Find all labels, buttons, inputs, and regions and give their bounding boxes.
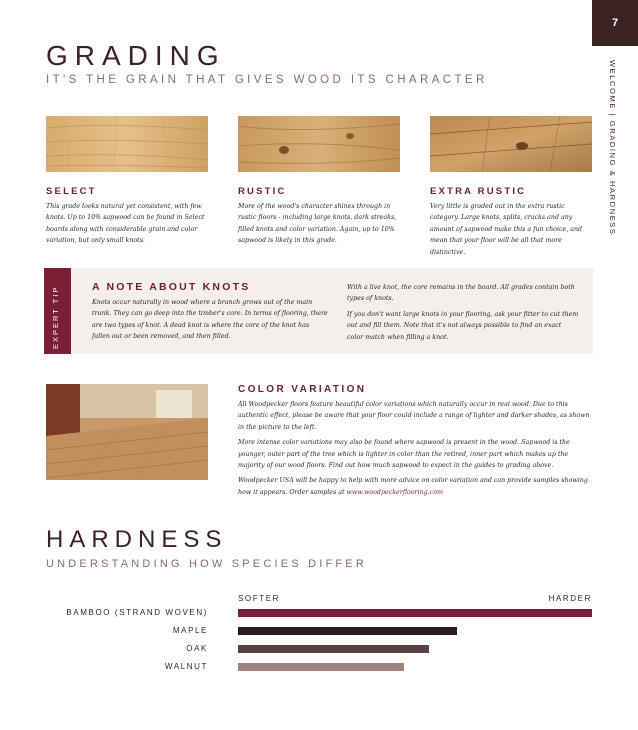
color-variation-photo	[46, 384, 208, 480]
select-grade-title: SELECT	[46, 186, 97, 197]
extra-rustic-grade-text: Very little is graded out in the extra rustic category. Large knots, splits, cracks and any amount of sapwood make this a fun choice, and mean that your floor will be all that more distinctive.	[430, 203, 583, 256]
section-side-label: WELCOME | GRADING & HARDNESS	[608, 60, 617, 236]
page-number: 7	[592, 0, 638, 46]
hardness-category-label: BAMBOO (STRAND WOVEN)	[66, 608, 208, 617]
knots-note-left-text: Knots occur naturally in wood where a branch grows out of the main trunk. They can go deep into the timber's core. In terms of flooring, there are two types of knot. A dead knot is where the core of the knot has fallen out or been removed, and then filled.	[92, 299, 328, 341]
hardness-title: HARDNESS	[46, 526, 228, 553]
select-grade-text: This grade looks natural yet consistent, with few knots. Up to 10% sapwood can be found in Select boards along with considerable grain and color variation, but only small knots.	[46, 203, 205, 245]
harder-label: HARDER	[548, 594, 592, 603]
rustic-grade-title: RUSTIC	[238, 186, 287, 197]
hardness-bar	[238, 609, 592, 617]
hardness-category-label: WALNUT	[164, 662, 208, 671]
hardness-subtitle: UNDERSTANDING HOW SPECIES DIFFER	[46, 558, 367, 570]
grading-title: GRADING	[46, 40, 226, 71]
hardness-bar	[238, 627, 457, 635]
extra-rustic-grade-title: EXTRA RUSTIC	[430, 186, 527, 197]
softer-label: SOFTER	[238, 594, 281, 603]
hardness-category-label: MAPLE	[172, 626, 208, 635]
hardness-bar	[238, 663, 404, 671]
select-grade-photo	[46, 116, 208, 172]
knots-note-right-text: With a live knot, the core remains in the board. All grades contain both types of knots. If you don't want large knots in your flooring, ask your fitter to cut them out and fill them. Note that it's not always possible to find an exact color match when filling a knot.	[347, 284, 579, 341]
hardness-bar	[238, 645, 429, 653]
hardness-category-label: OAK	[186, 644, 208, 653]
extra-rustic-grade-photo	[430, 116, 592, 172]
color-variation-title: COLOR VARIATION	[238, 384, 367, 395]
knots-note-title: A NOTE ABOUT KNOTS	[92, 281, 251, 293]
woodpecker-website-link[interactable]: www.woodpeckerflooring.com	[346, 488, 443, 496]
color-variation-text: All Woodpecker floors feature beautiful color variations which naturally occur in real wood. Due to this authentic effect, please be aware that your floor could include a range of lighter and darker shades, as shown in the picture to the left. More intense color variations may also be found where sapwood is present in the wood. Sapwood is the younger, outer part of the tree which is lighter in color than the retired, inner part which makes up the majority of our wood floors. Find out how much sapwood to expect in the guides to grading above. Woodpecker USA will be happy to help with more advice on color variation and can provide samples showing how it appears. Order samples at www.woodpeckerflooring.com	[238, 401, 590, 496]
rustic-grade-text: More of the wood's character shines through in rustic floors - including large knots, dark streaks, filled knots and color variation. Again, up to 10% sapwood is likely in this grade.	[238, 203, 397, 245]
grading-subtitle: IT'S THE GRAIN THAT GIVES WOOD ITS CHARACTER	[46, 74, 488, 86]
rustic-grade-photo	[238, 116, 400, 172]
expert-tip-tag: EXPERT TIP	[44, 268, 71, 354]
